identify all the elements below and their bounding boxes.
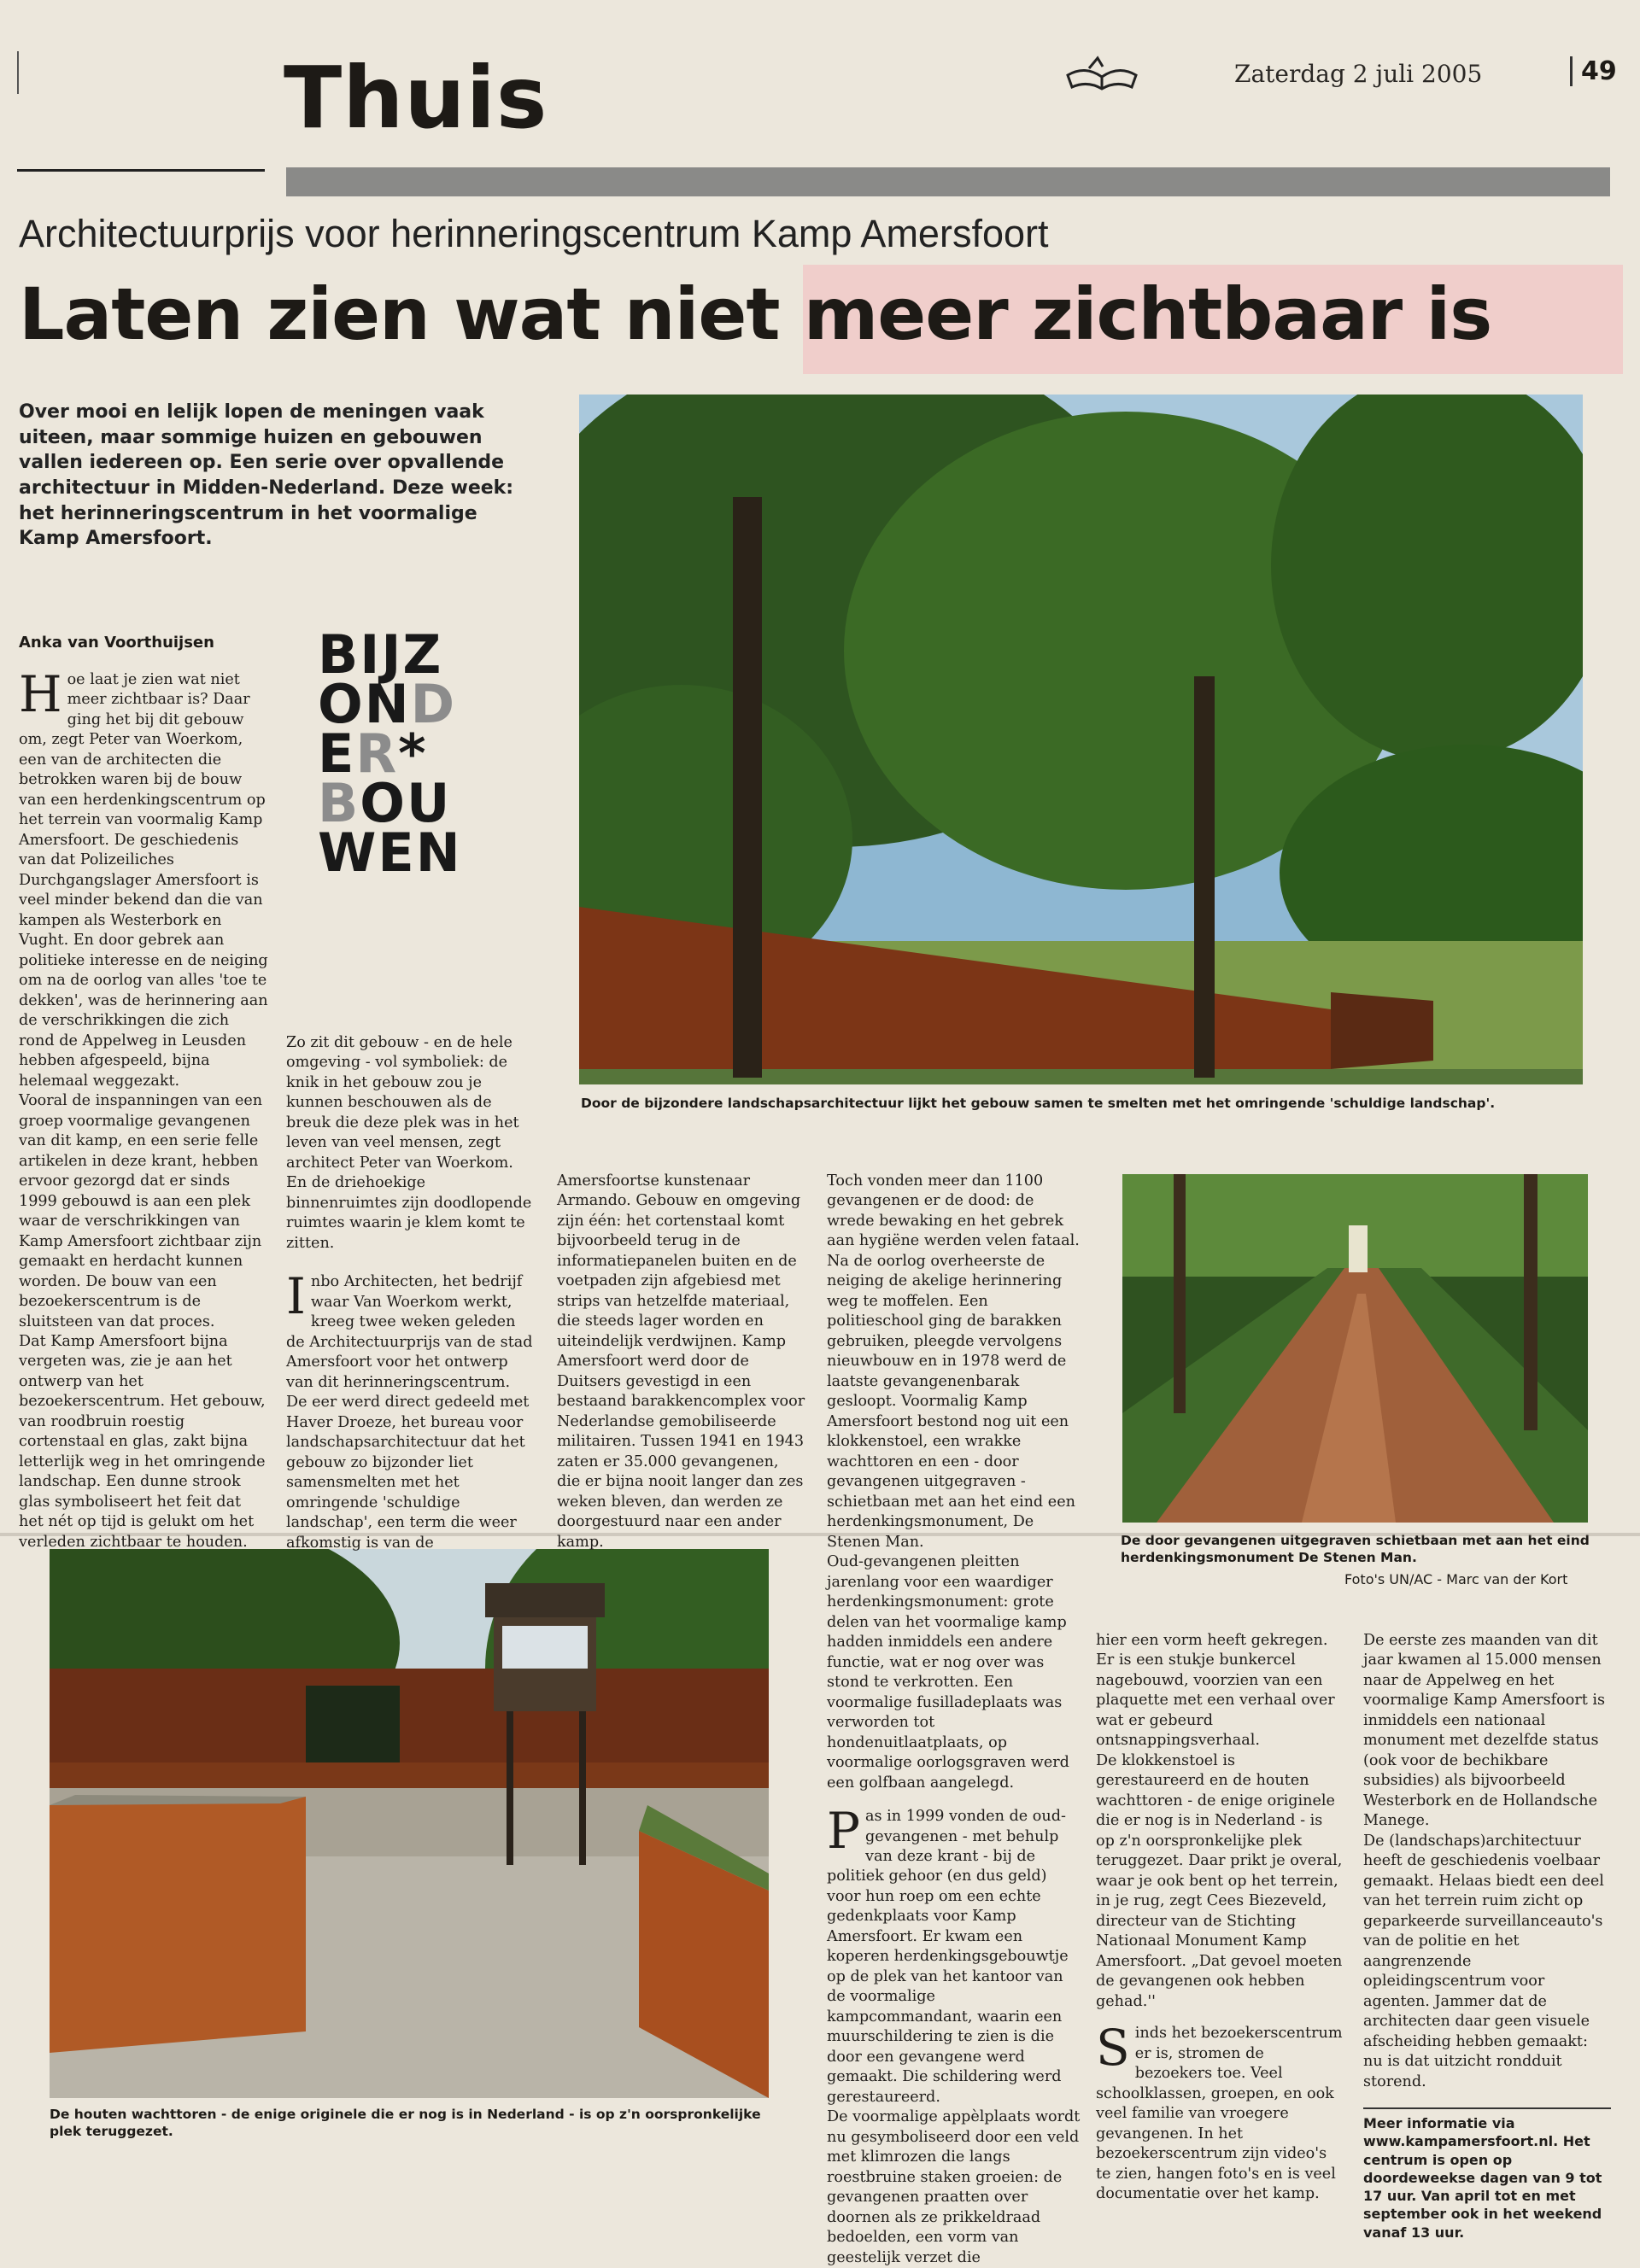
series-logo-bijzonder-bouwen	[318, 623, 514, 884]
photo-caption-tower: De houten wachttoren - de enige originele die er nog is in Nederland - is op z'n oorspronkelijke plek teruggezet.	[50, 2107, 761, 2140]
book-bird-logo-icon	[1063, 50, 1140, 101]
column-paragraph: Oud-gevangenen pleitten jarenlang voor een waardiger herdenkingsmonument: grote delen van het voormalige kamp hadden inmiddels een andere functie, wat er nog over was stond te verkrotten. Een voormalige fusilladeplaats was verworden tot hondenuitlaatplaats, op voormalige oorlogsgraven werd een golfbaan aangelegd.	[827, 1553, 1069, 1792]
drop-cap: I	[286, 1267, 306, 1326]
article-column-2	[286, 1033, 536, 1553]
series-logo-line: WEN	[318, 821, 462, 884]
series-logo-line: BOU	[318, 771, 452, 834]
page-number: 49	[1570, 56, 1617, 86]
byline: Anka van Voorthuijsen	[19, 634, 214, 652]
article-headline: Laten zien wat niet meer zichtbaar is	[19, 272, 1492, 356]
column-paragraph: Toch vonden meer dan 1100 gevangenen er de dood: de wrede bewaking en het gebrek aan hygiëne werden velen fataal. Na de oorlog overheerste de neiging de akelige herinnering weg te moffelen. Een politieschool ging de barakken gebruiken, pleegde vervolgens nieuwbouw en in 1978 werd de laatste gevangenenbarak gesloopt. Voormalig Kamp Amersfoort bestond nog uit een klokkenstoel, een wrakke wachttoren en een - door gevangenen uitgegraven - schietbaan met aan het eind een herdenkingsmonument, De Stenen Man.	[827, 1172, 1080, 1551]
column-paragraph: Vooral de inspanningen van een groep voormalige gevangenen van dit kamp, en een serie felle artikelen in deze krant, hebben ervoor gezorgd dat er sinds 1999 gebouwd is aan een plek waar de verschrikkingen van Kamp Amersfoort zichtbaar zijn gemaakt en herdacht kunnen worden. De bouw van een bezoekerscentrum is de sluitsteen van dat proces.	[19, 1092, 263, 1330]
column-text: oe laat je zien wat niet meer zichtbaar is? Daar ging het bij dit gebouw om, zegt Peter van Woerkom, een van de architecten die betrokken waren bij de bouw van een herdenkingscentrum op het terrein van voormalig Kamp Amersfoort. De geschiedenis van dat Polizeiliches Durchgangslager Amersfoort is veel minder bekend dan die van kampen als Westerbork en Vught. En door gebrek aan politieke interesse en de neiging om na de oorlog van alles 'toe te dekken', was de herinnering aan de verschrikkingen die zich rond de Appelweg in Leusden hebben afgespeeld, bijna helemaal weggezakt.	[19, 671, 268, 1090]
column-paragraph: De klokkenstoel is gerestaureerd en de houten wachttoren - de enige originele die er nog is in Nederland - is op z'n oorspronkelijke plek teruggezet. Daar prikt je overal, waar je ook bent op het terrein, in je rug, zegt Cees Biezeveld, directeur van de Stichting Nationaal Monument Kamp Amersfoort. „Dat gevoel moeten de gevangenen ook hebben gehad.''	[1096, 1751, 1343, 2010]
photo-trees-building	[579, 395, 1583, 1084]
photo-caption-path: De door gevangenen uitgegraven schietbaan met aan het eind herdenkingsmonument De Stenen Man.	[1121, 1533, 1590, 1566]
article-intro: Over mooi en lelijk lopen de meningen vaak uiteen, maar sommige huizen en gebouwen vallen iedereen op. Een serie over opvallende architectuur in Midden-Nederland. Deze week: het herinneringscentrum in het voormalige Kamp Amersfoort.	[19, 401, 514, 550]
drop-cap: S	[1096, 2019, 1130, 2078]
article-column-3	[557, 1172, 806, 1552]
page-edge-marker	[17, 51, 19, 94]
issue-date: Zaterdag 2 juli 2005	[1234, 60, 1483, 88]
drop-cap: P	[827, 1802, 861, 1861]
visitor-info-box: Meer informatie via www.kampamersfoort.nl. Het centrum is open op doordeweekse dagen van 9 tot 17 uur. Van april tot en met september ook in het weekend vanaf 13 uur.	[1363, 2107, 1611, 2242]
series-logo-line: ER*	[318, 722, 428, 785]
column-paragraph: Zo zit dit gebouw - en de hele omgeving - vol symboliek: de knik in het gebouw zou je kunnen beschouwen als de breuk die deze plek was in het leven van veel mensen, zegt architect Peter van Woerkom. En de driehoekige binnenruimtes zijn doodlopende ruimtes waarin je klem komt te zitten.	[286, 1034, 532, 1252]
column-paragraph: De eerste zes maanden van dit jaar kwamen al 15.000 mensen naar de Appelweg en het voormalige Kamp Amersfoort is inmiddels een nationaal monument met dezelfde status (ook voor de bechikbare subsidies) als bijvoorbeeld Westerbork en de Hollandsche Manege.	[1363, 1632, 1606, 1830]
masthead-bar	[286, 167, 1610, 196]
photo-shooting-range-path	[1122, 1174, 1588, 1523]
article-column-4	[827, 1172, 1085, 2268]
column-paragraph: Amersfoortse kunstenaar Armando. Gebouw en omgeving zijn één: het cortenstaal komt bijvoorbeeld terug in de informatiepanelen buiten en de voetpaden zijn afgebiesd met strips van hetzelfde materiaal, die steeds lager worden en uiteindelijk verdwijnen. Kamp Amersfoort werd door de Duitsers gevestigd in een bestaand barakkencomplex voor Nederlandse gemobiliseerde militairen. Tussen 1941 en 1943 zaten er 35.000 gevangenen, die er bijna nooit langer dan zes weken bleven, dan werden ze doorgestuurd naar een ander kamp.	[557, 1172, 805, 1551]
column-text: as in 1999 vonden de oud-gevangenen - met behulp van deze krant - bij de politiek gehoor (en dus geld) voor hun roep om een echte gedenkplaats voor Kamp Amersfoort. Er kwam een koperen herdenkingsgebouwtje op de plek van het kantoor van de voormalige kampcommandant, waarin een muurschildering te zien is die door een gevangene werd gemaakt. Die schildering werd gerestaureerd.	[827, 1808, 1069, 2106]
series-logo-line: BIJZ	[318, 623, 443, 686]
photo-credit: Foto's UN/AC - Marc van der Kort	[1344, 1571, 1568, 1587]
section-title: Thuis	[284, 48, 548, 148]
article-column-1	[19, 665, 268, 1552]
column-text: nbo Architecten, het bedrijf waar Van Woerkom werkt, kreeg twee weken geleden de Architectuurprijs van de stad Amersfoort voor het ontwerp van dit herinneringscentrum. De eer werd direct gedeeld met Haver Droeze, het bureau voor landschapsarchitectuur dat het gebouw zo bijzonder liet samensmelten met het omringende 'schuldige landschap', een term die weer afkomstig is van de	[286, 1273, 533, 1552]
drop-cap: H	[19, 665, 62, 723]
column-paragraph: De (landschaps)architectuur heeft de geschiedenis voelbaar gemaakt. Helaas biedt een deel van het terrein ruim zicht op geparkeerde surveillanceauto's van de politie en het aangrenzende opleidingscentrum voor agenten. Jammer dat de architecten daar geen visuele afscheiding hebben gemaakt: nu is dat uitzicht rondduit storend.	[1363, 1832, 1604, 2090]
photo-caption-top: Door de bijzondere landschapsarchitectuur lijkt het gebouw samen te smelten met het omringende 'schuldige landschap'.	[581, 1096, 1496, 1111]
column-paragraph: Dat Kamp Amersfoort bijna vergeten was, zie je aan het ontwerp van het bezoekerscentrum. Het gebouw, van roodbruin roestig cortenstaal en glas, zakt bijna letterlijk weg in het omringende landschap. Een dunne strook glas symboliseert het feit dat het nét op tijd is gelukt om het verleden zichtbaar te houden.	[19, 1332, 266, 1551]
photo-wooden-watchtower	[50, 1549, 769, 2098]
article-kicker: Architectuurprijs voor herinneringscentrum Kamp Amersfoort	[19, 212, 1049, 255]
column-text: inds het bezoekerscentrum er is, stromen de bezoekers toe. Veel schoolklassen, groepen, en ook veel familie van vroegere gevangenen. In het bezoekerscentrum zijn video's te zien, hangen foto's en is veel documentatie over het kamp.	[1096, 2025, 1343, 2203]
article-column-5	[1096, 1631, 1345, 2205]
column-paragraph: hier een vorm heeft gekregen. Er is een stukje bunkercel nagebouwd, voorzien van een plaquette met een verhaal over wat er gebeurd ontsnappingsverhaal.	[1096, 1632, 1335, 1750]
series-logo-line: OND	[318, 672, 457, 735]
column-paragraph: De voormalige appèlplaats wordt nu gesymboliseerd door een veld met klimrozen die langs roestbruine staken groeien: de gevangenen praatten over doornen als ze prikkeldraad bedoelden, een vorm van geestelijk verzet die	[827, 2108, 1081, 2266]
masthead-rule	[17, 169, 265, 172]
article-column-6	[1363, 1631, 1611, 2242]
